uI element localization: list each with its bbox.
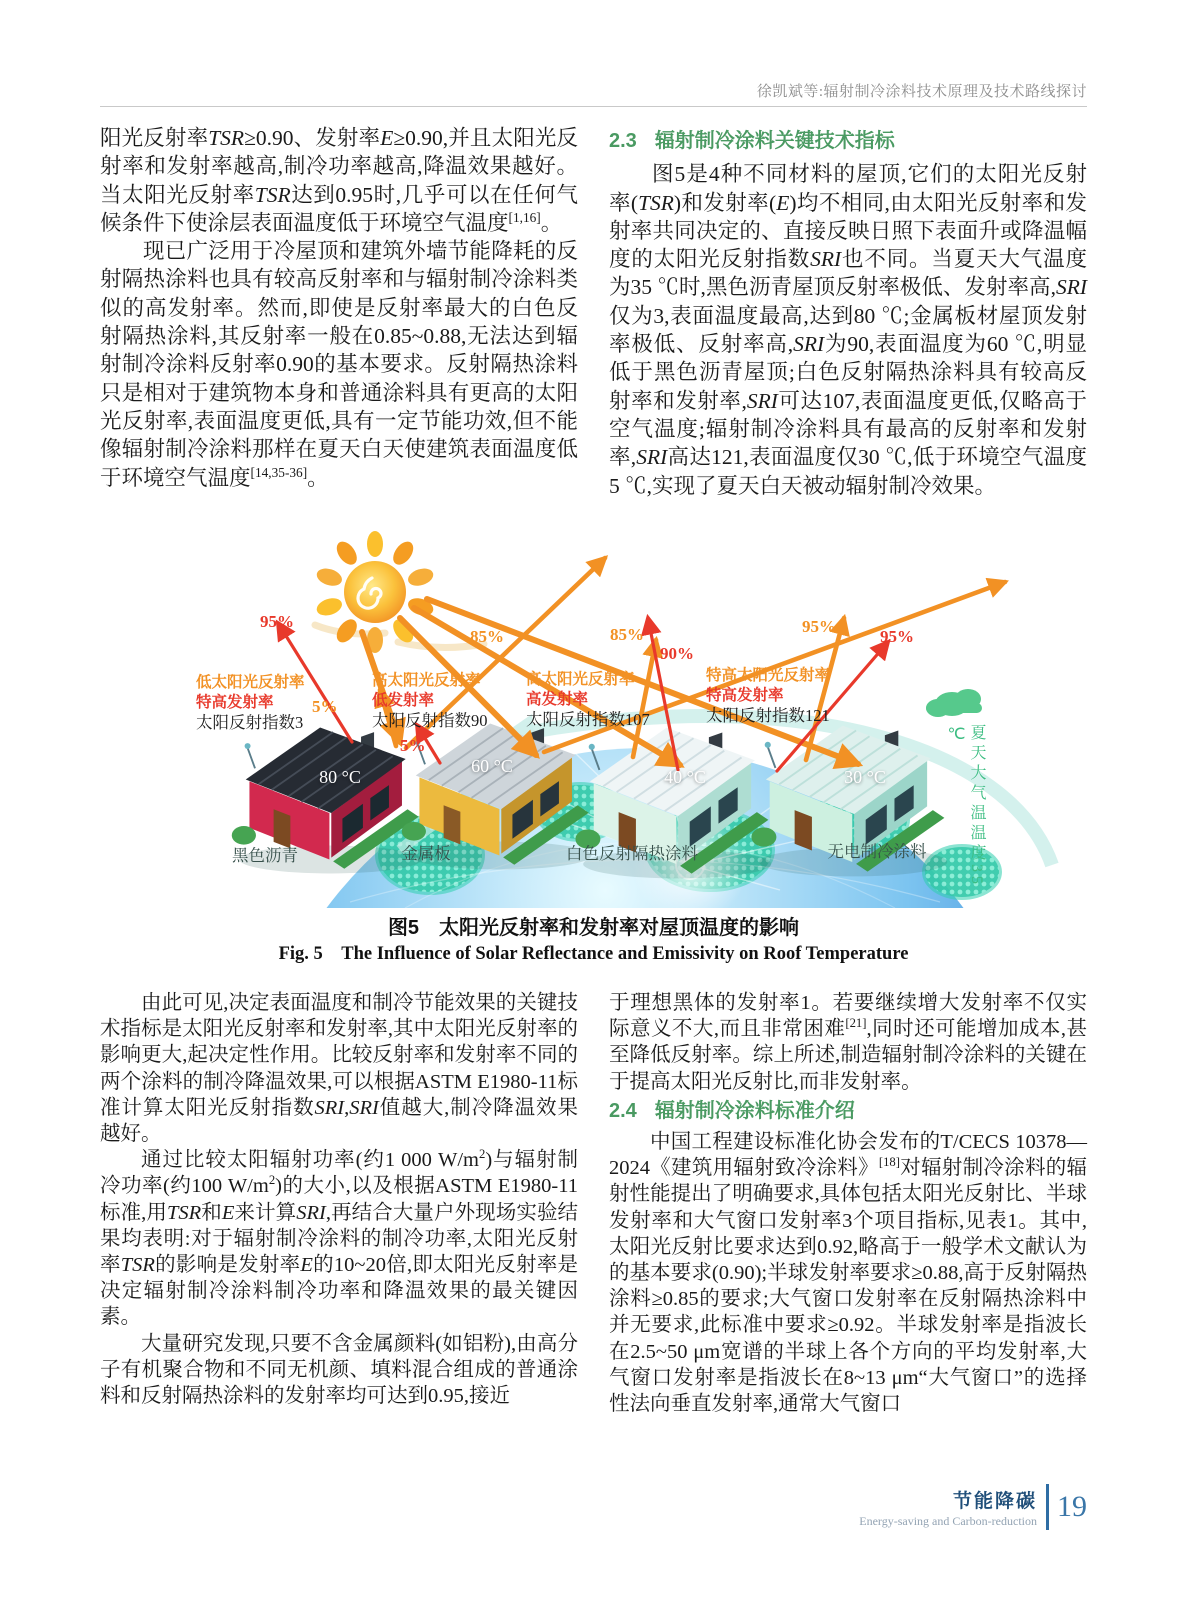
column-bottom-right [609, 990, 1087, 1417]
reflectance-label: 高太阳光反射率 [372, 672, 481, 689]
paragraph: 于理想黑体的发射率1。若要继续增大发射率不仅实际意义不大,而且非常困难[21],同时还可能增加成本,甚至降低反射率。综上所述,制造辐射制冷涂料的关键在于提高太阳光反射比,而非发射率。 [609, 992, 1088, 1093]
house2-name: 金属板 [401, 844, 451, 863]
roof-temp-house3: 40 °C [664, 767, 706, 787]
section-title: 辐射制冷涂料标准介绍 [654, 1099, 855, 1122]
reflected-pct-house3: 85% [610, 625, 644, 644]
page-number: 19 [1057, 1490, 1087, 1523]
column-bottom-left [100, 990, 578, 1409]
footer-divider [1046, 1484, 1049, 1530]
footer-brand-cn: 节能降碳 [952, 1490, 1037, 1512]
emitted-pct-house1: 95% [260, 612, 294, 631]
sri-label: 太阳反射指数107 [526, 710, 650, 729]
house1-name: 黑色沥青 [232, 846, 298, 865]
header-rule [100, 106, 1087, 107]
reflected-pct-house2: 85% [470, 627, 504, 646]
sri-label: 太阳反射指数121 [706, 706, 830, 725]
section-title: 辐射制冷涂料关键技术指标 [654, 130, 895, 152]
figure-caption-en: Fig. 5 The Influence of Solar Reflectance and Emissivity on Roof Temperature [278, 944, 909, 964]
footer [100, 1484, 1087, 1530]
emitted-pct-house4: 95% [880, 627, 914, 646]
running-header: 徐凯斌等:辐射制冷涂料技术原理及技术路线探讨 [756, 84, 1087, 100]
reflectance-label: 低太阳光反射率 [196, 674, 305, 691]
sri-label: 太阳反射指数3 [196, 713, 304, 732]
paragraph: 中国工程建设标准化协会发布的T/CECS 10378—2024《建筑用辐射致冷涂料》[18]对辐射制冷涂料的辐射性能提出了明确要求,具体包括太阳光反射比、半球发射率和大气窗口发射率3个项目指标,见表1。其中,太阳光反射比要求达到0.92,略高于一般学术文献认为的基本要求(0.90);半球发射率要求≥0.88,高于反射隔热涂料≥0.85的要求;大气窗口发射率在反射隔热涂料中并无要求,此标准中要求≥0.92。半球发射率是指波长在2.5~50 μm宽谱的半球上各个方向的平均发射率,大气窗口发射率是指波长在8~13 μm“大气窗口”的选择性法向垂直发射率,通常大气窗口 [609, 1131, 1088, 1416]
column-top-right [609, 124, 1087, 500]
reflected-pct-house4: 95% [802, 617, 836, 636]
house4-name: 无电制冷涂料 [827, 842, 927, 861]
section-heading-2-3 [609, 127, 1087, 155]
emitted-pct-house3: 90% [660, 644, 694, 663]
paragraph: 大量研究发现,只要不含金属颜料(如铝粉),由高分子有机聚合物和不同无机颜、填料混合组成的普通涂料和反射隔热涂料的发射率均可达到0.95,接近 [100, 1332, 578, 1408]
house3-name: 白色反射隔热涂料 [566, 844, 698, 863]
column-top-left [100, 124, 578, 492]
section-number: 2.4 [609, 1099, 637, 1122]
roof-temp-house1: 80 °C [319, 767, 361, 787]
paragraph: 阳光反射率TSR≥0.90、发射率E≥0.90,并且太阳光反射率和发射率越高,制冷功率越高,降温效果越好。当太阳光反射率TSR达到0.95时,几乎可以在任何气候条件下使涂层表面温度低于环境空气温度[1,16]。 [100, 126, 578, 235]
section-number: 2.3 [609, 130, 637, 152]
emissivity-label: 高发射率 [526, 691, 589, 708]
emissivity-label: 特高发射率 [706, 687, 784, 704]
props-house2 [372, 671, 488, 731]
ambient-temperature-note: 夏天大气温温度35 ℃ [947, 724, 985, 888]
figure-caption-cn: 图5 太阳光反射率和发射率对屋顶温度的影响 [387, 917, 800, 939]
props-house4 [706, 666, 830, 726]
sri-label: 太阳反射指数90 [372, 711, 488, 730]
section-heading-2-4 [609, 1098, 1087, 1124]
footer-brand [859, 1486, 1037, 1529]
reflectance-label: 高太阳光反射率 [526, 671, 635, 688]
cloud-icon [926, 689, 982, 717]
emissivity-label: 特高发射率 [196, 694, 274, 711]
roof-temp-house2: 60 °C [471, 756, 513, 776]
paragraph: 现已广泛用于冷屋顶和建筑外墙节能降耗的反射隔热涂料也具有较高反射率和与辐射制冷涂料类似的高发射率。然而,即使是反射率最大的白色反射隔热涂料,其反射率一般在0.85~0.88,无法达到辐射制冷涂料反射率0.90的基本要求。反射隔热涂料只是相对于建筑物本身和普通涂料具有更高的太阳光反射率,表面温度更低,具有一定节能功效,但不能像辐射制冷涂料那样在夏天白天使建筑表面温度低于环境空气温度[14,35-36]。 [100, 239, 578, 490]
figure-5 [100, 520, 1087, 908]
emissivity-label: 低发射率 [372, 692, 435, 709]
emitted-pct-house2: 5% [400, 736, 426, 755]
roof-temp-house4: 30 °C [844, 767, 886, 787]
reflectance-label: 特高太阳光反射率 [706, 667, 831, 684]
reflected-pct-house1: 5% [312, 697, 338, 716]
paragraph: 由此可见,决定表面温度和制冷节能效果的关键技术指标是太阳光反射率和发射率,其中太阳光反射率的影响更大,起决定性作用。比较反射率和发射率不同的两个涂料的制冷降温效果,可以根据ASTM E1980-11标准计算太阳光反射指数SRI,SRI值越大,制冷降温效果越好。 [100, 992, 578, 1146]
props-house3 [526, 670, 650, 730]
footer-brand-en: Energy-saving and Carbon-reduction [859, 1513, 1037, 1528]
paragraph: 图5是4种不同材料的屋顶,它们的太阳光反射率(TSR)和发射率(E)均不相同,由太阳光反射率和发射率共同决定的、直接反映日照下表面升或降温幅度的太阳光反射指数SRI也不同。当夏天大气温度为35 ℃时,黑色沥青屋顶反射率极低、发射率高,SRI仅为3,表面温度最高,达到80 ℃;金属板材屋顶发射率极低、反射率高,SRI为90,表面温度为60 ℃,明显低于黑色沥青屋顶;白色反射隔热涂料具有较高反射率和发射率,SRI可达107,表面温度更低,仅略高于空气温度;辐射制冷涂料具有最高的反射率和发射率,SRI高达121,表面温度仅30 ℃,低于环境空气温度5 ℃,实现了夏天白天被动辐射制冷效果。 [609, 162, 1087, 498]
paragraph: 通过比较太阳辐射功率(约1 000 $W/m^2$)与辐射制冷功率(约100 $W/m^2$)的大小,以及根据ASTM E1980-11标准,用TSR和E来计算SRI,再结合大量户外现场实验结果均表明:对于辐射制冷涂料的制冷功率,太阳光反射率TSR的影响是发射率E的10~20倍,即太阳光反射率是决定辐射制冷涂料制冷功率和降温效果的最关键因素。 [100, 1147, 579, 1329]
props-house1 [196, 673, 305, 733]
